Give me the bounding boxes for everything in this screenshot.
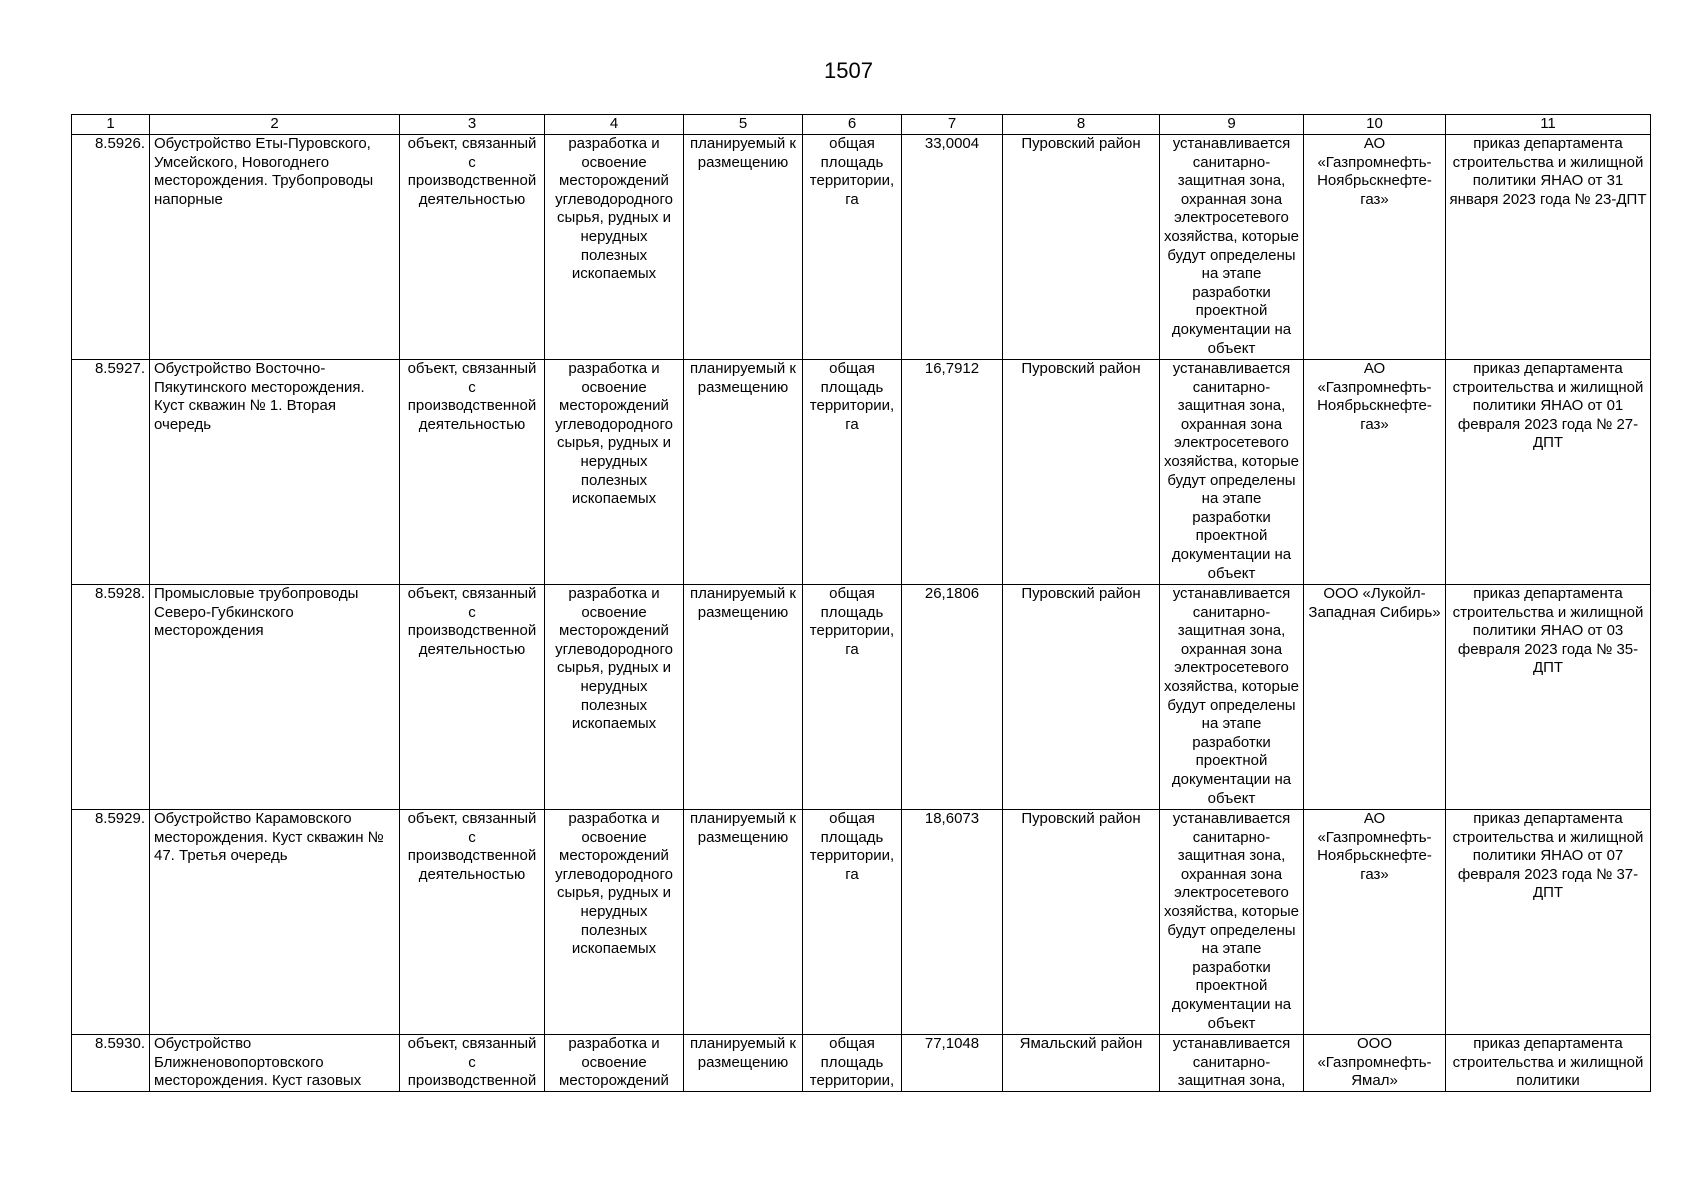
table-row — [72, 360, 1651, 585]
column-header: 3 — [400, 115, 545, 135]
object-purpose: разработка и освоение месторождений углеводородного сырья, рудных и нерудных полезных ископаемых — [545, 135, 684, 360]
objects-table-container — [71, 114, 1650, 1092]
object-characteristic: общая площадь территории, га — [803, 135, 902, 360]
object-owner: ООО «Газпромнефть-Ямал» — [1304, 1035, 1446, 1092]
object-purpose: разработка и освоение месторождений — [545, 1035, 684, 1092]
column-header: 9 — [1160, 115, 1304, 135]
object-status: планируемый к размещению — [684, 360, 803, 585]
column-header: 11 — [1446, 115, 1651, 135]
object-zones: устанавливается санитарно-защитная зона, охранная зона электросетевого хозяйства, которые будут определены на этапе разработки проектной документации на объект — [1160, 360, 1304, 585]
object-document: приказ департамента строительства и жилищной политики ЯНАО от 07 февраля 2023 года № 37-ДПТ — [1446, 810, 1651, 1035]
object-location: Пуровский район — [1003, 135, 1160, 360]
column-header: 10 — [1304, 115, 1446, 135]
column-header: 7 — [902, 115, 1003, 135]
column-header: 5 — [684, 115, 803, 135]
object-owner: АО «Газпромнефть-Ноябрьскнефте-газ» — [1304, 810, 1446, 1035]
object-name: Обустройство Карамовского месторождения. Куст скважин № 47. Третья очередь — [150, 810, 400, 1035]
object-characteristic: общая площадь территории, га — [803, 585, 902, 810]
object-type: объект, связанный с производственной деятельностью — [400, 360, 545, 585]
object-document: приказ департамента строительства и жилищной политики ЯНАО от 03 февраля 2023 года № 35-ДПТ — [1446, 585, 1651, 810]
object-owner: АО «Газпромнефть-Ноябрьскнефте-газ» — [1304, 360, 1446, 585]
table-row — [72, 810, 1651, 1035]
column-header: 1 — [72, 115, 150, 135]
object-name: Обустройство Ближненовопортовского месторождения. Куст газовых — [150, 1035, 400, 1092]
object-name: Обустройство Еты-Пуровского, Умсейского, Новогоднего месторождения. Трубопроводы напорные — [150, 135, 400, 360]
header-row — [72, 115, 1651, 135]
object-value: 77,1048 — [902, 1035, 1003, 1092]
object-type: объект, связанный с производственной деятельностью — [400, 810, 545, 1035]
object-value: 33,0004 — [902, 135, 1003, 360]
page-number: 1507 — [824, 58, 873, 83]
column-header: 4 — [545, 115, 684, 135]
object-document: приказ департамента строительства и жилищной политики ЯНАО от 01 февраля 2023 года № 27-ДПТ — [1446, 360, 1651, 585]
table-row — [72, 1035, 1651, 1092]
row-number: 8.5930. — [72, 1035, 150, 1092]
object-characteristic: общая площадь территории, — [803, 1035, 902, 1092]
object-purpose: разработка и освоение месторождений углеводородного сырья, рудных и нерудных полезных ископаемых — [545, 585, 684, 810]
row-number: 8.5929. — [72, 810, 150, 1035]
object-location: Пуровский район — [1003, 810, 1160, 1035]
object-status: планируемый к размещению — [684, 810, 803, 1035]
object-value: 16,7912 — [902, 360, 1003, 585]
table-row — [72, 135, 1651, 360]
object-name: Промысловые трубопроводы Северо-Губкинского месторождения — [150, 585, 400, 810]
object-status: планируемый к размещению — [684, 585, 803, 810]
table-row — [72, 585, 1651, 810]
object-owner: ООО «Лукойл-Западная Сибирь» — [1304, 585, 1446, 810]
object-zones: устанавливается санитарно-защитная зона, — [1160, 1035, 1304, 1092]
object-document: приказ департамента строительства и жилищной политики — [1446, 1035, 1651, 1092]
object-status: планируемый к размещению — [684, 1035, 803, 1092]
object-value: 18,6073 — [902, 810, 1003, 1035]
object-location: Пуровский район — [1003, 360, 1160, 585]
object-type: объект, связанный с производственной деятельностью — [400, 135, 545, 360]
column-header: 8 — [1003, 115, 1160, 135]
object-characteristic: общая площадь территории, га — [803, 810, 902, 1035]
row-number: 8.5928. — [72, 585, 150, 810]
object-name: Обустройство Восточно-Пякутинского месторождения. Куст скважин № 1. Вторая очередь — [150, 360, 400, 585]
column-header: 2 — [150, 115, 400, 135]
object-owner: АО «Газпромнефть-Ноябрьскнефте-газ» — [1304, 135, 1446, 360]
object-purpose: разработка и освоение месторождений углеводородного сырья, рудных и нерудных полезных ископаемых — [545, 360, 684, 585]
column-header: 6 — [803, 115, 902, 135]
object-purpose: разработка и освоение месторождений углеводородного сырья, рудных и нерудных полезных ископаемых — [545, 810, 684, 1035]
object-value: 26,1806 — [902, 585, 1003, 810]
object-characteristic: общая площадь территории, га — [803, 360, 902, 585]
object-zones: устанавливается санитарно-защитная зона, охранная зона электросетевого хозяйства, которые будут определены на этапе разработки проектной документации на объект — [1160, 585, 1304, 810]
objects-table — [71, 114, 1651, 1092]
object-zones: устанавливается санитарно-защитная зона, охранная зона электросетевого хозяйства, которые будут определены на этапе разработки проектной документации на объект — [1160, 135, 1304, 360]
object-location: Пуровский район — [1003, 585, 1160, 810]
object-zones: устанавливается санитарно-защитная зона, охранная зона электросетевого хозяйства, которые будут определены на этапе разработки проектной документации на объект — [1160, 810, 1304, 1035]
object-type: объект, связанный с производственной деятельностью — [400, 585, 545, 810]
row-number: 8.5926. — [72, 135, 150, 360]
object-location: Ямальский район — [1003, 1035, 1160, 1092]
object-status: планируемый к размещению — [684, 135, 803, 360]
object-type: объект, связанный с производственной — [400, 1035, 545, 1092]
object-document: приказ департамента строительства и жилищной политики ЯНАО от 31 января 2023 года № 23-ДПТ — [1446, 135, 1651, 360]
row-number: 8.5927. — [72, 360, 150, 585]
